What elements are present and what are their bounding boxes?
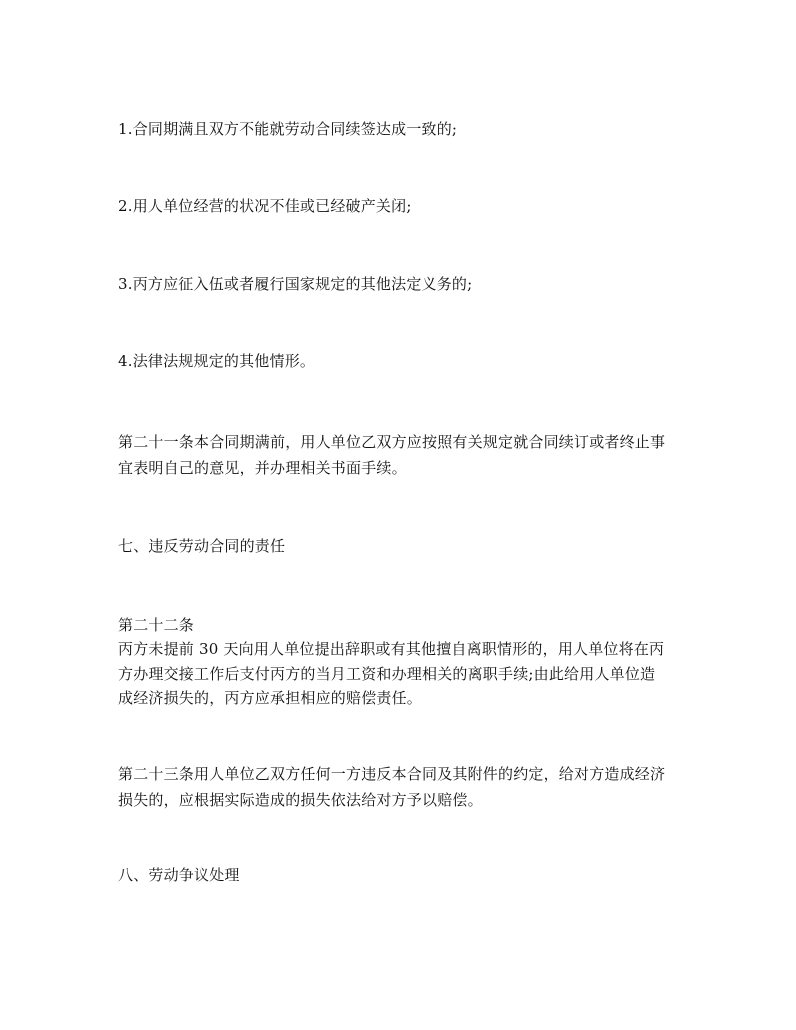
paragraph-line: 第二十三条用人单位乙双方任何一方违反本合同及其附件的约定，给对方造成经济 [118,765,666,783]
paragraph-line: 3.丙方应征入伍或者履行国家规定的其他法定义务的; [118,275,473,293]
paragraph-line: 方办理交接工作后支付丙方的当月工资和办理相关的离职手续;由此给用人单位造 [118,665,656,683]
paragraph-line: 4.法律法规规定的其他情形。 [118,352,316,370]
section-heading: 八、劳动争议处理 [118,866,240,884]
paragraph-line: 宜表明自己的意见，并办理相关书面手续。 [118,459,407,477]
paragraph-line: 第二十一条本合同期满前，用人单位乙双方应按照有关规定就合同续订或者终止事 [118,433,666,451]
paragraph-line: 成经济损失的，丙方应承担相应的赔偿责任。 [118,689,423,707]
paragraph-line: 1.合同期满且双方不能就劳动合同续签达成一致的; [118,120,458,138]
paragraph-line: 第二十二条 [118,616,195,634]
paragraph-line: 2.用人单位经营的状况不佳或已经破产关闭; [118,197,412,215]
section-heading: 七、违反劳动合同的责任 [118,537,286,555]
paragraph-line: 损失的，应根据实际造成的损失依法给对方予以赔偿。 [118,791,483,809]
paragraph-line: 丙方未提前 30 天向用人单位提出辞职或有其他擅自离职情形的，用人单位将在丙 [118,640,665,658]
